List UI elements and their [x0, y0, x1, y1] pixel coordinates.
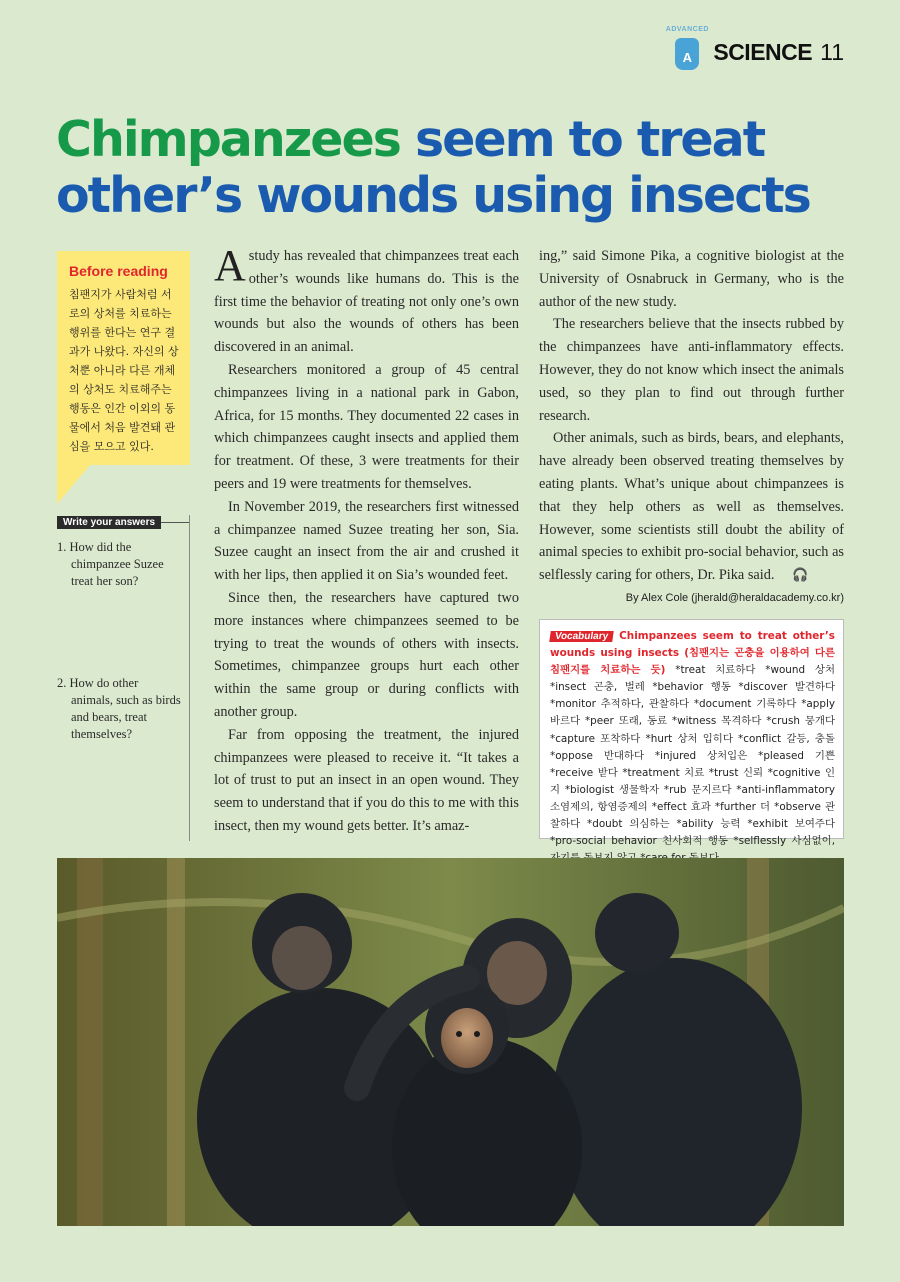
badge-arc-text: ADVANCED	[665, 26, 709, 33]
byline: By Alex Cole (jherald@heraldacademy.co.kr)	[625, 591, 844, 604]
article-paragraph-6: The researchers believe that the insects rubbed by the chimpanzees have anti-inflammatory effects. However, they do not know which insect the animals used, so they plan to find out through further research.	[539, 316, 844, 424]
article-paragraph-2: Researchers monitored a group of 45 central chimpanzees living in a national park in Gabon, Africa, for 15 months. They documented 22 cases in which chimpanzees caught insects and applied them for treatment. Of these, 3 were treatments for their peers and 19 were treatments for themselves.	[214, 361, 519, 492]
article-paragraph-1	[214, 241, 519, 359]
article-paragraph-5-continued	[539, 245, 844, 313]
before-reading-title: Before reading	[69, 263, 168, 279]
write-your-answers	[57, 515, 190, 841]
vocabulary-entries: *treat 치료하다 *wound 상처 *insect 곤충, 벌레 *behavior 행동 *discover 발견하다 *monitor 추적하다, 관찰하다 *document 기록하다 *apply 바르다 *peer 또래, 동료 *witness 목격하다 *crush 뭉개다 *capture 포착하다 *hurt 상처 입히다 *conflict 갈등, 충돌 *oppose 반대하다 *injured 상처입은 *pleased 기쁜 *receive 받다 *treatment 치료 *trust 신뢰 *cognitive 인지 *biologist 생물학자 *rub 문지르다 *anti-inflammatory 소염제의, 항염증제의 *effect 효과 *further 더 *observe 관찰하다 *doubt 의심하는 *ability 능력 *exhibit 보여주다 *pro-social behavior 친사회적 행동 *selflessly 사심없이,	[550, 664, 835, 848]
article-paragraph-4: Since then, the researchers have captured two more instances where chimpanzees seemed to be trying to treat the wounds of others with insects. Sometimes, chimpanzee groups hurt each other within the same group or during conflicts with another group.	[214, 589, 519, 720]
divider	[161, 522, 189, 523]
headphone-icon[interactable]: 🎧	[792, 568, 809, 584]
answers-label: Write your answers	[57, 516, 161, 529]
title-part-blue: seem to treat other’s wounds using insects	[56, 111, 810, 224]
article-column-1	[214, 241, 519, 838]
question-2: 2. How do other animals, such as birds and bears, treat themselves?	[57, 676, 181, 741]
before-reading-text: 침팬지가 사람처럼 서로의 상처를 치료하는 행위를 한다는 연구 결과가 나왔다. 자신의 상처뿐 아니라 다른 개체의 상처도 치료해주는 행동은 인간 이외의 동물에서 처음 발견돼 관심을 모으고 있다.	[69, 288, 179, 453]
chimpanzee-photo	[57, 858, 844, 1226]
question-1: 1. How did the chimpanzee Suzee treat her son?	[57, 540, 164, 588]
page-number: 11	[820, 38, 844, 65]
paragraph-5-continued-text: ing,” said Simone Pika, a cognitive biologist at the University of Osnabruck in Germany, who is the author of the new study.	[539, 248, 844, 310]
section-name: SCIENCE	[713, 38, 813, 65]
hand-badge-icon: A	[675, 38, 699, 70]
vocabulary-box	[539, 619, 844, 848]
article-column-2	[539, 245, 844, 604]
advanced-badge	[665, 26, 709, 74]
answers-header	[57, 515, 189, 529]
drop-cap: A	[214, 241, 246, 290]
paragraph-7-text: Other animals, such as birds, bears, and elephants, have already been observed treating themselves by eating plants. What’s unique about chimpanzees is that they help others as well as themselves. However, some scientists still doubt the ability of animal species to exhibit pro-social behavior, such as selflessly caring for others, Dr. Pika said.	[539, 430, 844, 584]
before-reading-note	[57, 251, 190, 465]
article-paragraph-5	[214, 724, 519, 838]
article-paragraph-7	[539, 427, 844, 588]
article-paragraph-3: In November 2019, the researchers first witnessed a chimpanzee named Suzee treating her son, Sia. Suzee caught an insect from the air and crushed it with her lips, then applied it on Sia’s wounded feet.	[214, 498, 519, 584]
article-title	[56, 112, 856, 224]
title-part-green: Chimpanzees	[56, 111, 400, 168]
paragraph-5-text: Far from opposing the treatment, the injured chimpanzees were pleased to receive it. “It takes a lot of trust to put an insect in an open wound. They seem to understand that if you do this to me with this insect, then my wound gets better. It’s amaz-	[214, 726, 519, 834]
vocabulary-title: Chimpanzees seem to treat other’s wounds using insects (침팬지는 곤충을 이용하여 다른 침팬지를 치료하는 듯)	[550, 630, 835, 677]
paragraph-text: study has revealed that chimpanzees treat each other’s wounds like humans do. This is the first time the behavior of treating not only one’s own wounds but also the wounds of others has been discovered in an animal.	[214, 248, 519, 356]
section-header	[665, 26, 844, 74]
vocabulary-label: Vocabulary	[549, 631, 614, 642]
note-tail	[57, 464, 91, 504]
chimpanzee-group-illustration	[57, 858, 844, 1226]
